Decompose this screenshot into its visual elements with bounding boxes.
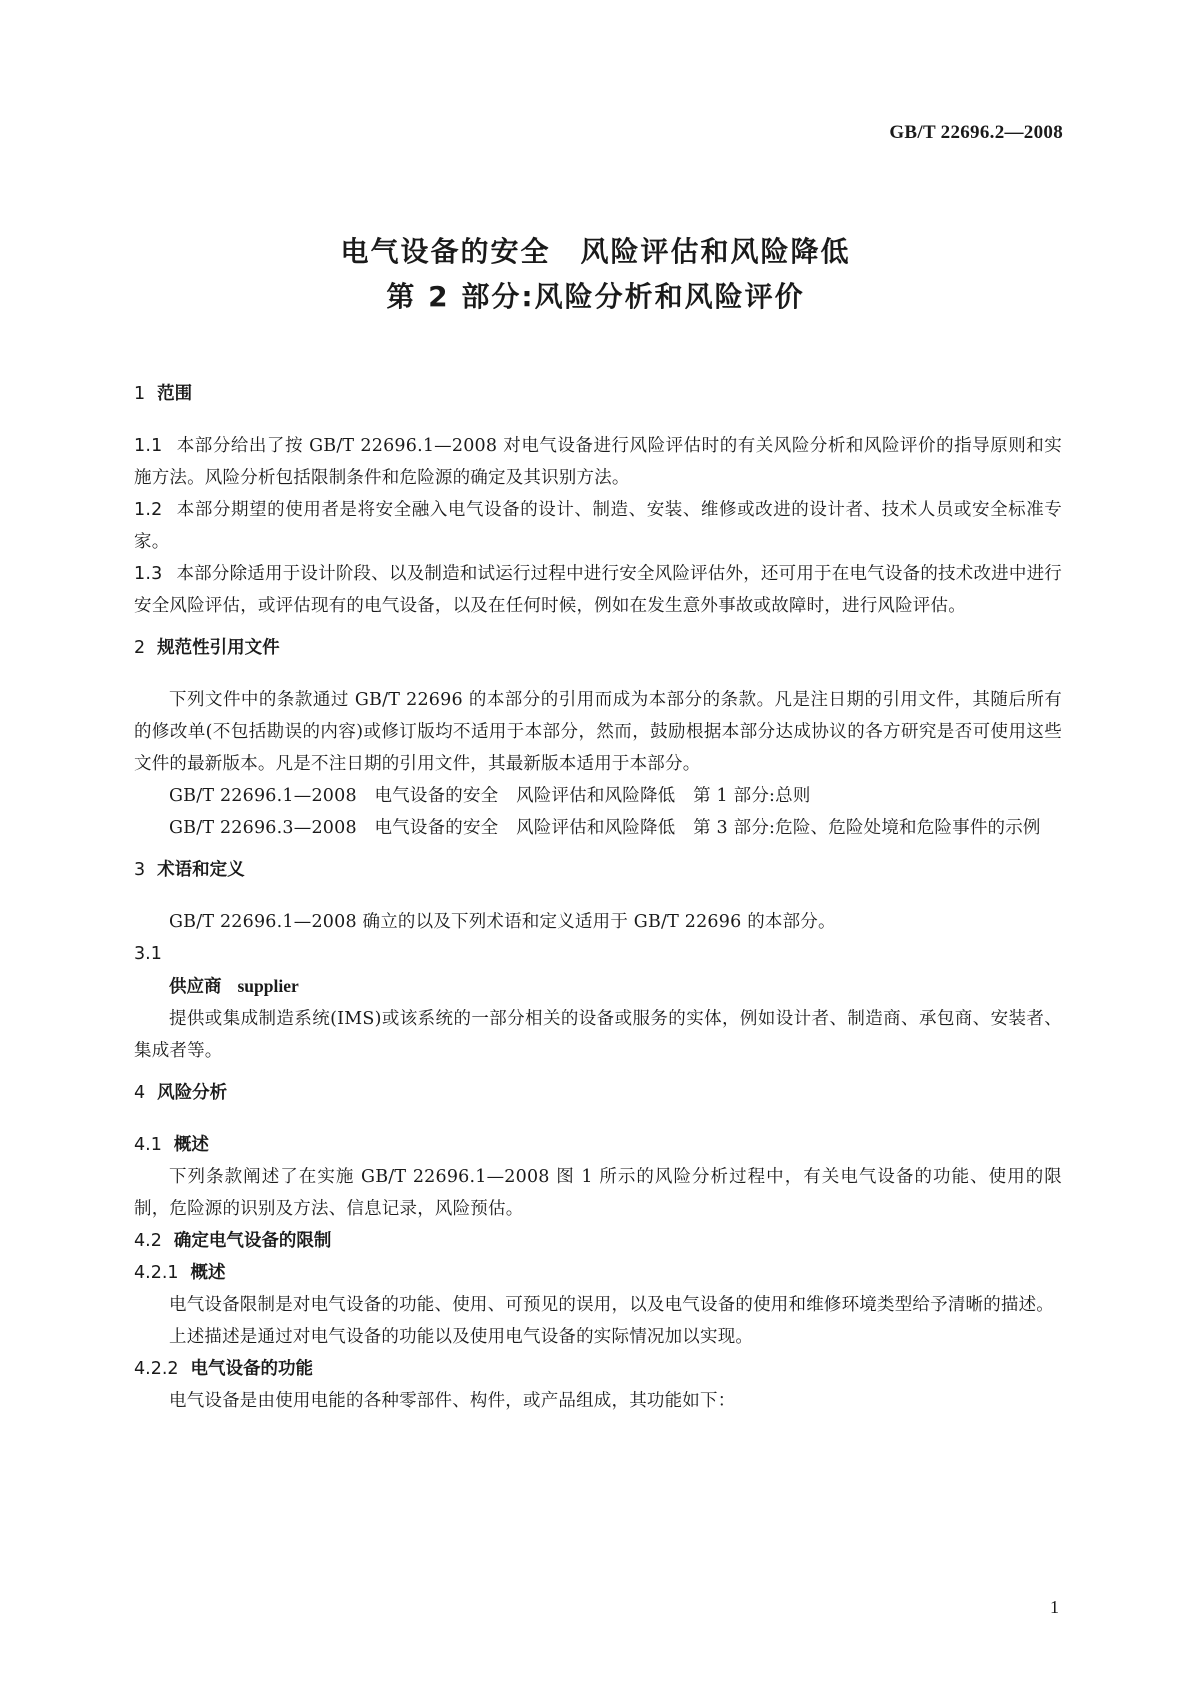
section-title: 术语和定义 bbox=[157, 860, 245, 880]
spacer bbox=[134, 896, 1062, 906]
section-number: 4 bbox=[134, 1083, 146, 1103]
section-title: 范围 bbox=[157, 384, 193, 404]
subsection-title: 电气设备的功能 bbox=[190, 1359, 314, 1379]
spacer bbox=[134, 420, 1062, 430]
subsection-number: 4.1 bbox=[134, 1135, 162, 1155]
term-number: 3.1 bbox=[134, 944, 162, 964]
section-number: 2 bbox=[134, 638, 146, 658]
section-number: 1 bbox=[134, 384, 146, 404]
document-title-line1: 电气设备的安全 风险评估和风险降低 bbox=[340, 235, 851, 268]
document-body bbox=[134, 378, 1062, 1417]
section-number: 3 bbox=[134, 860, 146, 880]
subsection-heading-4-1 bbox=[134, 1129, 1062, 1161]
term-definition: 提供或集成制造系统(IMS)或该系统的一部分相关的设备或服务的实体，例如设计者、制造商、承包商、安装者、集成者等。 bbox=[134, 1009, 1062, 1061]
subsection-heading-4-2-2 bbox=[134, 1353, 1062, 1385]
clause-number: 1.1 bbox=[134, 436, 163, 456]
section-heading-1 bbox=[134, 378, 1062, 410]
clause-text: 本部分期望的使用者是将安全融入电气设备的设计、制造、安装、维修或改进的设计者、技术人员或安全标准专家。 bbox=[134, 500, 1062, 552]
subsection-title: 概述 bbox=[173, 1135, 209, 1155]
subsection-number: 4.2 bbox=[134, 1231, 162, 1251]
functions-paragraph: 电气设备是由使用电能的各种零部件、构件，或产品组成，其功能如下： bbox=[169, 1391, 736, 1411]
section-heading-2 bbox=[134, 632, 1062, 664]
clause-text: 本部分除适用于设计阶段、以及制造和试运行过程中进行安全风险评估外，还可用于在电气设备的技术改进中进行安全风险评估，或评估现有的电气设备，以及在任何时候，例如在发生意外事故或故障时，进行风险评估。 bbox=[134, 564, 1062, 616]
spacer bbox=[134, 674, 1062, 684]
clause-1-1 bbox=[134, 430, 1062, 494]
reference-item-2: GB/T 22696.3—2008 电气设备的安全 风险评估和风险降低 第 3 部分:危险、危险处境和危险事件的示例 bbox=[169, 818, 1041, 838]
clause-number: 1.3 bbox=[134, 564, 163, 584]
clause-number: 1.2 bbox=[134, 500, 163, 520]
limits-paragraph-1: 电气设备限制是对电气设备的功能、使用、可预见的误用，以及电气设备的使用和维修环境类型给予清晰的描述。 bbox=[169, 1295, 1054, 1315]
term-english: supplier bbox=[237, 976, 299, 996]
clause-text: 本部分给出了按 GB/T 22696.1—2008 对电气设备进行风险评估时的有关风险分析和风险评价的指导原则和实施方法。风险分析包括限制条件和危险源的确定及其识别方法。 bbox=[134, 436, 1062, 488]
subsection-title: 确定电气设备的限制 bbox=[173, 1231, 332, 1251]
overview-paragraph: 下列条款阐述了在实施 GB/T 22696.1—2008 图 1 所示的风险分析过程中，有关电气设备的功能、使用的限制，危险源的识别及方法、信息记录，风险预估。 bbox=[134, 1167, 1062, 1219]
section-title: 风险分析 bbox=[157, 1083, 228, 1103]
clause-1-2 bbox=[134, 494, 1062, 558]
term-chinese: 供应商 bbox=[169, 977, 222, 997]
subsection-title: 概述 bbox=[190, 1263, 226, 1283]
section-heading-3 bbox=[134, 854, 1062, 886]
clause-1-3 bbox=[134, 558, 1062, 622]
document-title-line2: 第 2 部分:风险分析和风险评价 bbox=[386, 280, 805, 313]
page-number: 1 bbox=[1050, 1597, 1059, 1617]
standard-code: GB/T 22696.2—2008 bbox=[889, 122, 1063, 143]
terms-intro: GB/T 22696.1—2008 确立的以及下列术语和定义适用于 GB/T 22696 的本部分。 bbox=[169, 912, 836, 932]
subsection-heading-4-2 bbox=[134, 1225, 1062, 1257]
section-title: 规范性引用文件 bbox=[157, 638, 280, 658]
term-entry bbox=[134, 970, 1062, 1003]
normative-references-intro: 下列文件中的条款通过 GB/T 22696 的本部分的引用而成为本部分的条款。凡是注日期的引用文件，其随后所有的修改单(不包括勘误的内容)或修订版均不适用于本部分，然而，鼓励根据本部分达成协议的各方研究是否可使用这些文件的最新版本。凡是不注日期的引用文件，其最新版本适用于本部分。 bbox=[134, 690, 1062, 774]
limits-paragraph-2: 上述描述是通过对电气设备的功能以及使用电气设备的实际情况加以实现。 bbox=[169, 1327, 754, 1347]
section-heading-4 bbox=[134, 1077, 1062, 1109]
spacer bbox=[134, 1119, 1062, 1129]
subsection-heading-4-2-1 bbox=[134, 1257, 1062, 1289]
reference-item-1: GB/T 22696.1—2008 电气设备的安全 风险评估和风险降低 第 1 部分:总则 bbox=[169, 786, 811, 806]
subsection-number: 4.2.2 bbox=[134, 1359, 179, 1379]
subsection-number: 4.2.1 bbox=[134, 1263, 179, 1283]
